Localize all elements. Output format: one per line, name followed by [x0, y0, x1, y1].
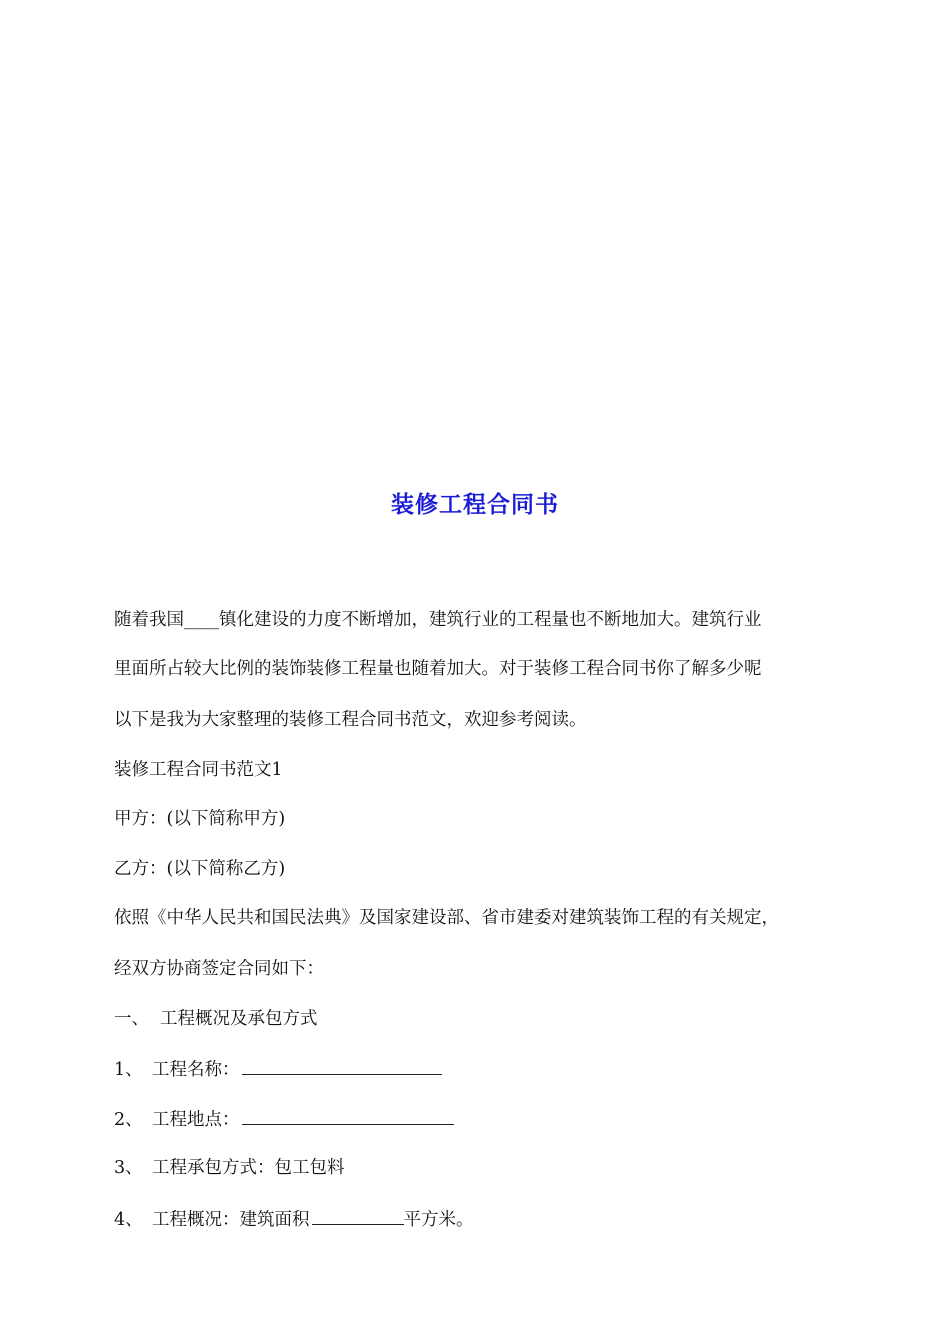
item-number: 2、 [114, 1110, 143, 1130]
item-number: 3、 [114, 1158, 143, 1178]
party-a-line: 甲方：(以下简称甲方) [114, 809, 286, 829]
intro-line-3: 以下是我为大家整理的装修工程合同书范文，欢迎参考阅读。 [114, 710, 587, 730]
section-title: 工程概况及承包方式 [160, 1009, 318, 1029]
item-contract-method [114, 1156, 345, 1180]
intro-line-1: 随着我国____镇化建设的力度不断增加，建筑行业的工程量也不断地加大。建筑行业 [114, 610, 762, 630]
item-label: 工程承包方式：包工包料 [152, 1158, 345, 1178]
item-label: 工程概况：建筑面积 [152, 1210, 310, 1230]
basis-line-1: 依照《中华人民共和国民法典》及国家建设部、省市建委对建筑装饰工程的有关规定， [114, 908, 779, 928]
item-project-name [114, 1056, 442, 1082]
section-1-heading [114, 1007, 318, 1031]
item-project-location [114, 1106, 454, 1132]
item-number: 4、 [114, 1210, 143, 1230]
item-number: 1、 [114, 1060, 143, 1080]
intro-line-2: 里面所占较大比例的装饰装修工程量也随着加大。对于装修工程合同书你了解多少呢 [114, 659, 762, 679]
basis-line-2: 经双方协商签定合同如下： [114, 959, 324, 979]
blank-line [312, 1206, 404, 1225]
item-suffix: 平方米。 [403, 1210, 474, 1230]
document-title: 装修工程合同书 [391, 492, 559, 518]
blank-line [242, 1056, 442, 1075]
item-project-overview [114, 1206, 474, 1232]
section-number: 一、 [114, 1009, 149, 1029]
blank-line [242, 1106, 454, 1125]
party-b-line: 乙方：(以下简称乙方) [114, 859, 286, 879]
item-label: 工程地点： [152, 1110, 240, 1130]
sample-heading: 装修工程合同书范文1 [114, 760, 283, 780]
item-label: 工程名称： [152, 1060, 240, 1080]
